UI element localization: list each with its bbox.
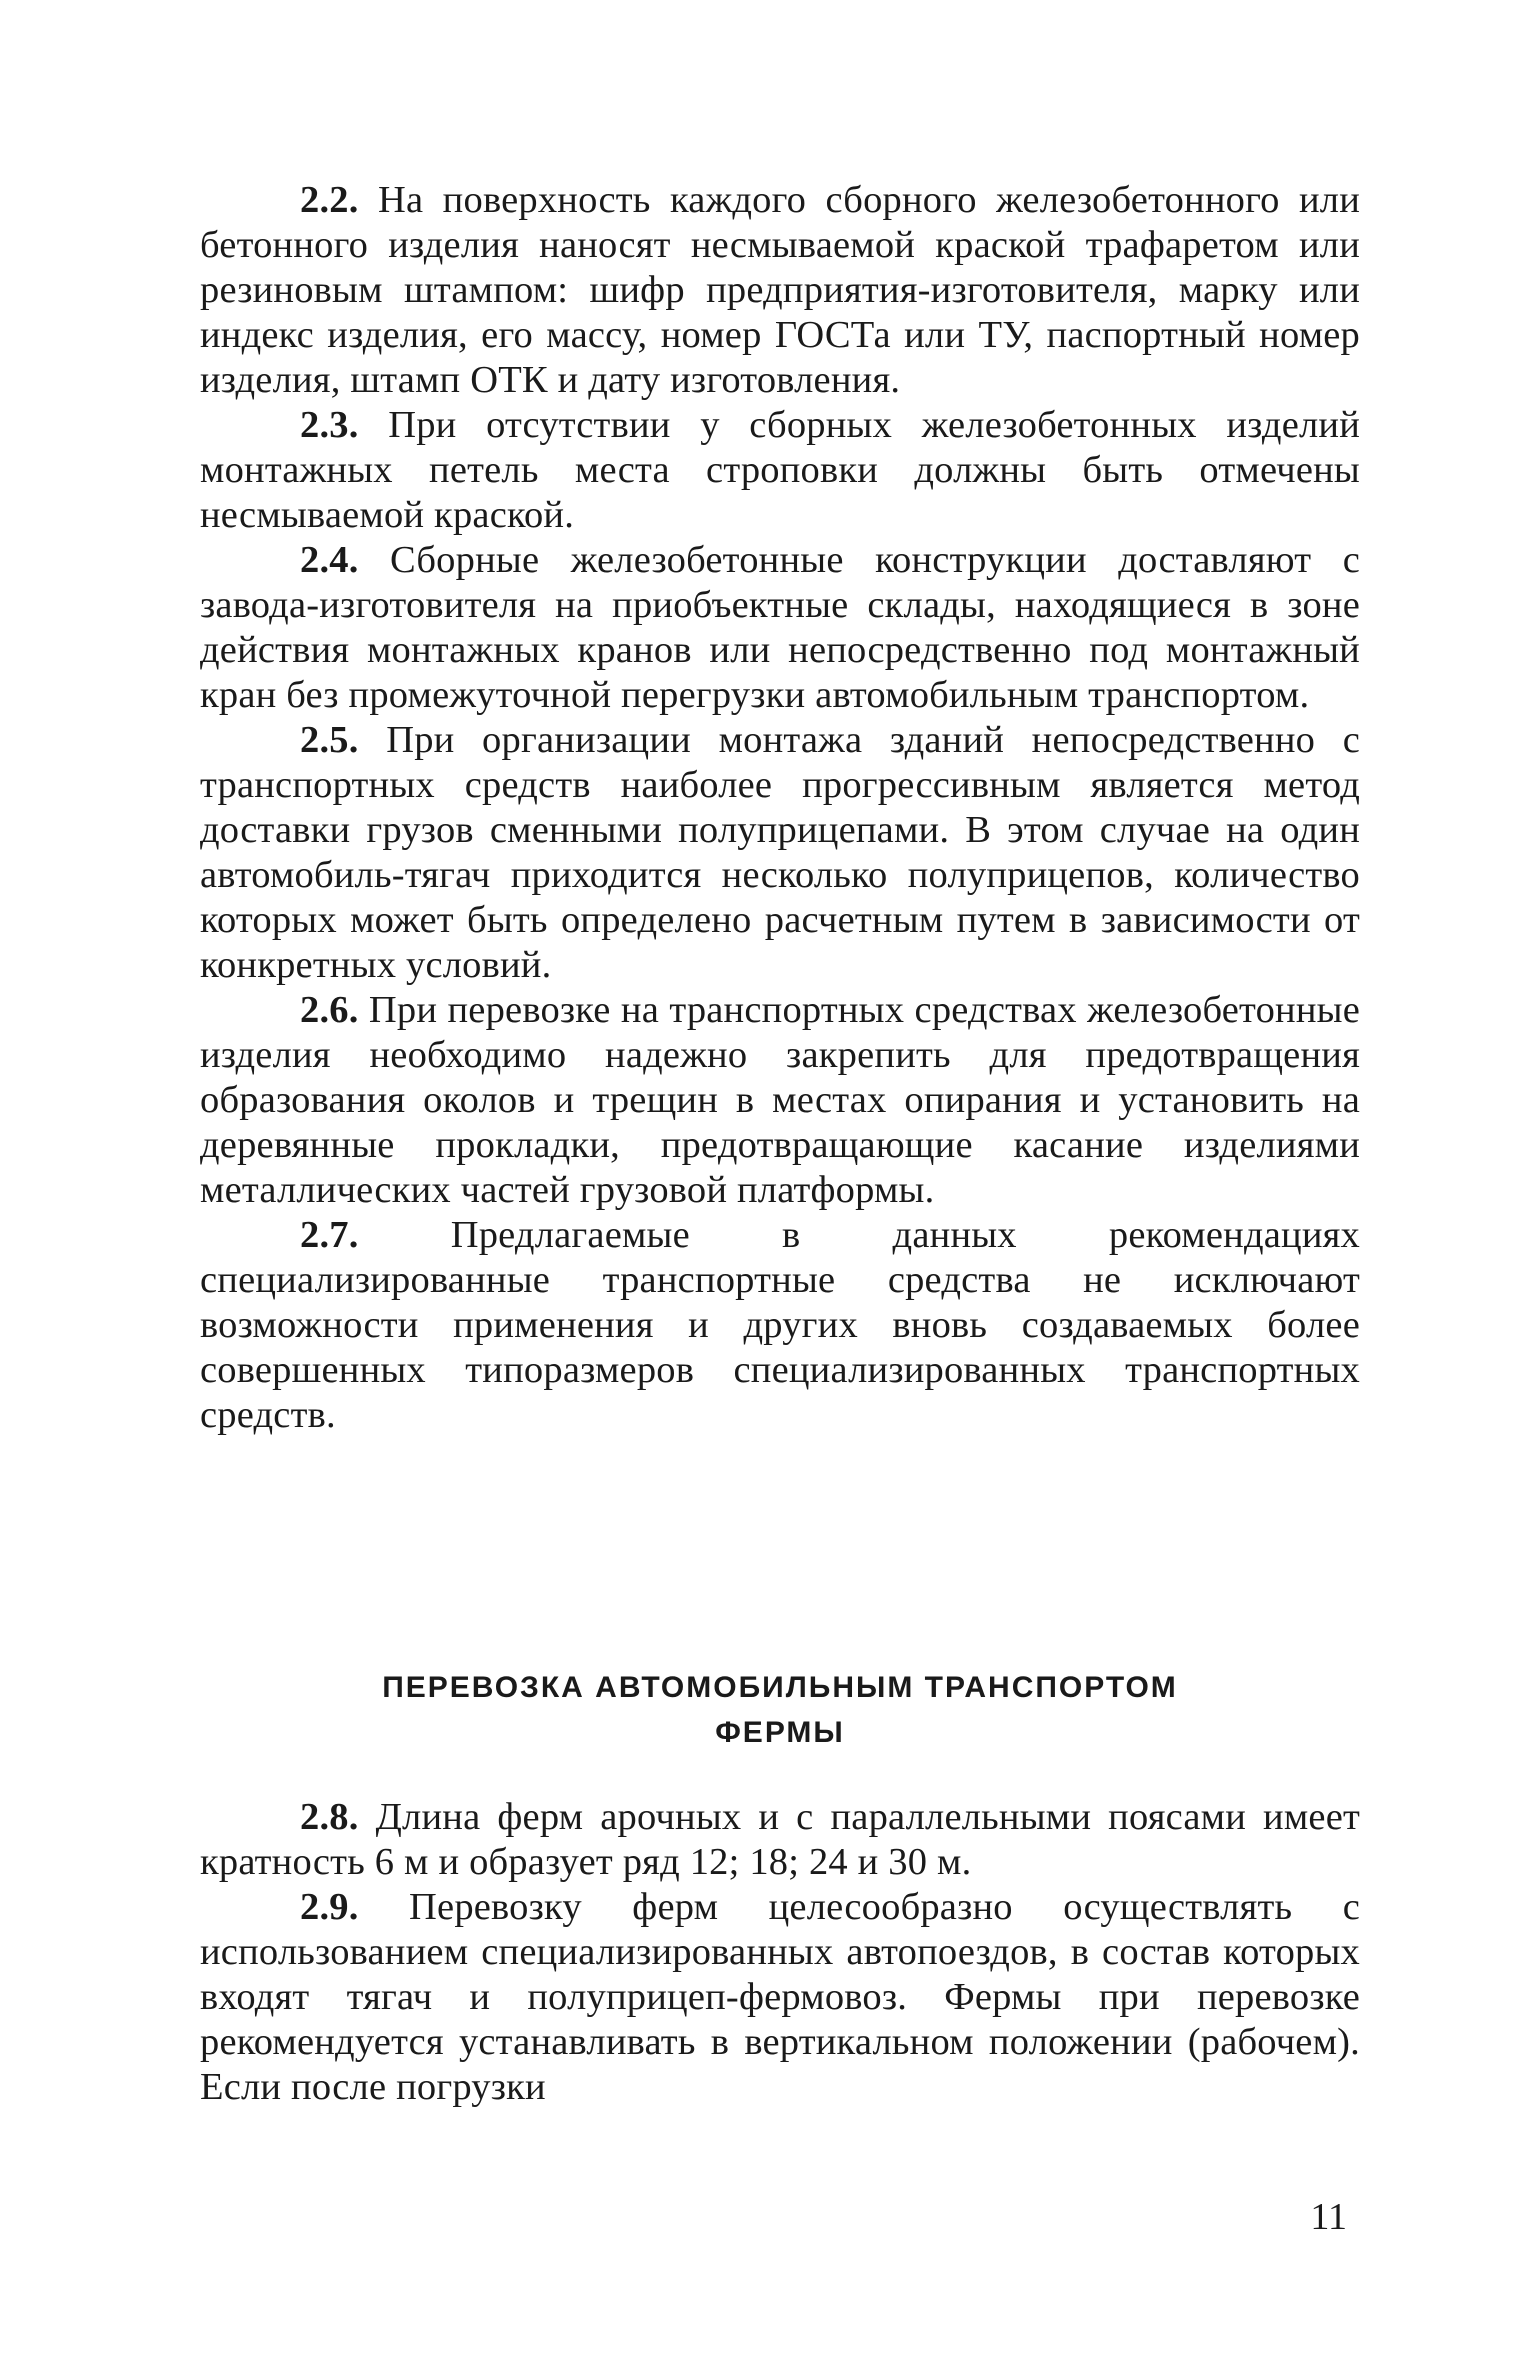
- section-2-body: [200, 1795, 1360, 2110]
- paragraph-text: На поверхность каждого сборного железобетонного или бетонного изделия наносят несмываемой краской трафаретом или резиновым штампом: шифр предприятия-изготовителя, марку или индекс изделия, его массу, номер ГОСТа или ТУ, паспортный номер изделия, штамп ОТК и дату изготовления.: [200, 179, 1361, 401]
- paragraph-number: 2.2.: [300, 179, 359, 221]
- heading-line-1: ПЕРЕВОЗКА АВТОМОБИЛЬНЫМ ТРАНСПОРТОМ: [382, 1671, 1178, 1704]
- paragraph-2-4: [200, 538, 1360, 718]
- paragraph-number: 2.3.: [300, 404, 359, 446]
- paragraph-text: Сборные железобетонные конструкции доставляют с завода-изготовителя на приобъектные склады, находящиеся в зоне действия монтажных кранов или непосредственно под монтажный кран без промежуточной перегрузки автомобильным транспортом.: [200, 539, 1360, 716]
- paragraph-2-5: [200, 718, 1360, 988]
- paragraph-number: 2.4.: [300, 539, 359, 581]
- paragraph-2-9: [200, 1885, 1360, 2110]
- paragraph-2-3: [200, 403, 1360, 538]
- section-1-body: [200, 178, 1360, 1438]
- paragraph-text: При организации монтажа зданий непосредственно с транспортных средств наиболее прогрессивным является метод доставки грузов сменными полуприцепами. В этом случае на один автомобиль-тягач приходится несколько полуприцепов, количество которых может быть определено расчетным путем в зависимости от конкретных условий.: [200, 719, 1361, 986]
- paragraph-text: При отсутствии у сборных железобетонных изделий монтажных петель места строповки должны быть отмечены несмываемой краской.: [200, 404, 1360, 536]
- heading-line-2: ФЕРМЫ: [715, 1716, 845, 1749]
- section-heading: [200, 1665, 1360, 1755]
- paragraph-2-6: [200, 988, 1360, 1213]
- paragraph-number: 2.8.: [300, 1796, 359, 1838]
- paragraph-number: 2.5.: [300, 719, 359, 761]
- paragraph-text: При перевозке на транспортных средствах железобетонные изделия необходимо надежно закрепить для предотвращения образования околов и трещин в местах опирания и установить на деревянные прокладки, предотвращающие касание изделиями металлических частей грузовой платформы.: [200, 989, 1360, 1211]
- paragraph-2-7: [200, 1213, 1360, 1438]
- paragraph-2-8: [200, 1795, 1360, 1885]
- paragraph-text: Перевозку ферм целесообразно осуществлять с использованием специализированных автопоездов, в состав которых входят тягач и полуприцеп-фермовоз. Фермы при перевозке рекомендуется устанавливать в вертикальном положении (рабочем). Если после погрузки: [200, 1886, 1360, 2108]
- paragraph-number: 2.7.: [300, 1214, 359, 1256]
- paragraph-text: Длина ферм арочных и с параллельными поясами имеет кратность 6 м и образует ряд 12; 18; 24 и 30 м.: [200, 1796, 1361, 1883]
- page-number: 11: [1310, 2196, 1347, 2238]
- paragraph-number: 2.6.: [300, 989, 359, 1031]
- paragraph-text: Предлагаемые в данных рекомендациях специализированные транспортные средства не исключают возможности применения и других вновь создаваемых более совершенных типоразмеров специализированных транспортных средств.: [200, 1214, 1360, 1436]
- paragraph-number: 2.9.: [300, 1886, 359, 1928]
- paragraph-2-2: [200, 178, 1360, 403]
